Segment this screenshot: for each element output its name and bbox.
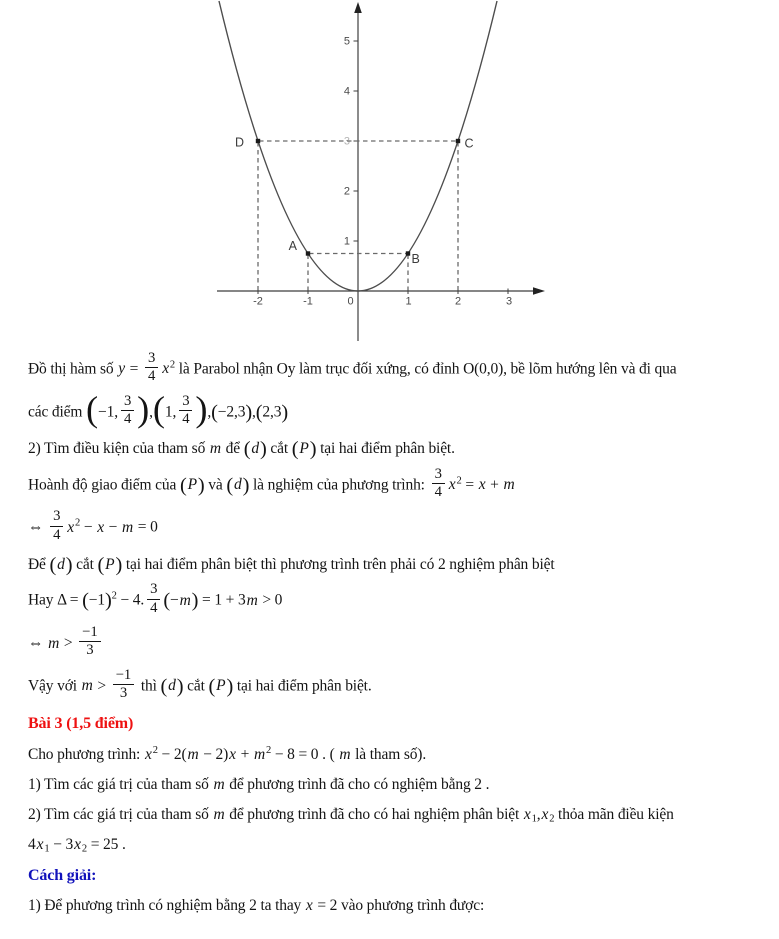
math-fraction [113, 667, 134, 703]
y-axis-arrow-icon [354, 2, 362, 13]
point-label-a: A [288, 239, 297, 253]
math-variable: x [97, 518, 104, 536]
text-run: = 1 + 3 [198, 591, 246, 609]
x-tick-label: -1 [303, 295, 313, 308]
text-run: Để [28, 556, 50, 574]
fraction-denominator: 4 [147, 599, 160, 617]
text-run: , [207, 403, 212, 421]
fraction-denominator: 4 [145, 367, 158, 385]
math-paren: ( [226, 473, 234, 496]
math-paren: ) [197, 473, 205, 496]
fraction-numerator: −1 [115, 666, 132, 683]
text-run: + [486, 476, 503, 494]
text-run: là Parabol nhận Oy làm trục đối xứng, có đỉnh O(0,0), bề lõm hướng lên và đi qua [175, 360, 677, 378]
math-paren: ) [242, 473, 250, 496]
math-variable: m [213, 775, 225, 793]
text-run: ⇔ [28, 634, 48, 652]
math-paren: ) [176, 675, 184, 698]
x-tick-label: 1 [405, 295, 412, 308]
x-tick-label: 3 [505, 295, 513, 308]
math-variable: m [503, 476, 515, 494]
math-variable: m [187, 745, 199, 763]
math-supscript: 2 [266, 744, 272, 756]
math-variable: d [168, 677, 176, 695]
math-paren: ) [260, 438, 267, 461]
math-fraction [432, 466, 445, 502]
text-run: −1 [88, 591, 105, 609]
p-cau-1 [28, 773, 773, 796]
text-run: − 8 = 0 . ( [271, 745, 339, 763]
text-run: cắt [183, 677, 209, 695]
math-paren: ( [163, 589, 170, 612]
math-variable: y [118, 360, 125, 378]
text-run: − [80, 518, 97, 536]
math-variable: x [162, 360, 169, 378]
fraction-denominator: 3 [79, 641, 100, 659]
math-variable: m [339, 745, 351, 763]
math-paren: ( [160, 675, 168, 698]
math-paren: ) [104, 589, 112, 612]
fraction-denominator: 3 [113, 684, 134, 702]
math-fraction [50, 508, 63, 544]
text-run: − 2) [199, 745, 229, 763]
parabola-plot [0, 0, 779, 346]
fraction-numerator: 3 [182, 392, 190, 409]
text-run: − [170, 591, 179, 609]
p-de-d-cat-p [28, 553, 773, 576]
text-run: Bài 3 (1,5 điểm) [28, 714, 134, 732]
text-run: −1, [98, 403, 118, 421]
math-variable: m [121, 518, 134, 536]
math-subscript: 1 [44, 843, 50, 855]
text-run: các điểm [28, 403, 87, 421]
p-vay-voi [28, 666, 773, 705]
math-supscript: 2 [111, 591, 117, 602]
math-paren: ( [82, 589, 89, 612]
math-paren: ) [281, 400, 288, 423]
math-paren: ( [211, 400, 218, 423]
math-variable: P [187, 476, 197, 494]
text-run: = 25 . [86, 836, 126, 854]
math-supscript: 2 [152, 744, 158, 756]
text-run: > 0 [258, 591, 283, 609]
math-variable: d [57, 556, 65, 574]
p-giai-cau-1 [28, 894, 773, 917]
text-run: tại hai điểm phân biệt. [316, 440, 455, 458]
text-run: 4 [28, 836, 36, 854]
fraction-denominator: 4 [432, 483, 445, 501]
text-run: Hoành độ giao điểm của [28, 476, 180, 494]
fraction-numerator: 3 [53, 508, 61, 525]
text-run: = [125, 360, 142, 378]
math-variable: x [67, 518, 75, 536]
math-paren: ) [191, 589, 199, 612]
text-run: = [461, 476, 478, 494]
fraction-denominator: 4 [121, 410, 134, 428]
point-d-marker [256, 139, 260, 143]
p-eq-chuyen-ve [28, 510, 773, 546]
math-paren: ( [243, 438, 251, 461]
p-2-tim-dieu-kien [28, 437, 773, 460]
math-paren: ) [137, 388, 150, 429]
text-run: tại hai điểm phân biệt. [233, 677, 372, 695]
p-cau-2 [28, 803, 773, 826]
math-variable: x [448, 476, 456, 494]
math-paren: ) [309, 438, 317, 461]
math-variable: m [213, 806, 225, 824]
math-paren: ( [152, 388, 165, 429]
p-do-thi-ham-so [28, 352, 773, 388]
text-run: là tham số). [351, 745, 427, 763]
text-run: −2,3 [217, 403, 246, 421]
text-run: 1) Để phương trình có nghiệm bằng 2 ta thay [28, 896, 305, 914]
text-run: , [251, 403, 256, 421]
math-variable: m [179, 591, 191, 609]
text-run: Vậy với [28, 677, 81, 695]
y-tick-label: 5 [343, 35, 350, 48]
math-fraction [179, 393, 192, 429]
text-run: 1) Tìm các giá trị của tham số [28, 775, 213, 793]
math-fraction [121, 393, 134, 429]
text-run: , [149, 403, 153, 421]
math-variable: P [216, 677, 226, 695]
point-label-c: C [464, 136, 474, 151]
math-supscript: 2 [75, 518, 81, 530]
point-c-marker [456, 139, 460, 143]
math-paren: ( [97, 553, 105, 576]
math-supscript: 2 [456, 475, 462, 487]
y-tick-label: 1 [343, 235, 350, 248]
point-label-d: D [234, 135, 244, 150]
math-variable: x [229, 745, 236, 763]
text-run: và [204, 476, 227, 494]
text-run: Cho phương trình: [28, 745, 144, 763]
math-variable: d [251, 440, 259, 458]
text-run: ⇔ [28, 518, 48, 536]
math-variable: x [478, 476, 486, 494]
math-variable: x [541, 806, 549, 824]
fraction-denominator: 4 [50, 526, 63, 544]
fraction-denominator: 4 [179, 410, 192, 428]
math-variable: P [105, 556, 115, 574]
y-tick-label: 3 [343, 135, 350, 148]
text-run: 2) Tìm các giá trị của tham số [28, 806, 213, 824]
text-run: > [93, 677, 110, 695]
fraction-numerator: 3 [434, 465, 442, 482]
p-m-lon-hon [28, 626, 773, 662]
p-delta [28, 583, 773, 619]
p-dieu-kien-nghiem [28, 833, 773, 856]
heading-bai-3 [28, 712, 773, 736]
math-variable: d [234, 476, 242, 494]
text-run: cắt [266, 440, 292, 458]
math-subscript: 1 [531, 813, 537, 825]
text-run: Cách giải: [28, 866, 97, 884]
x-axis-arrow-icon [533, 287, 545, 295]
text-run: 2) Tìm điều kiện của tham số [28, 440, 209, 458]
math-fraction [79, 624, 100, 660]
solution-text [0, 346, 779, 917]
text-run: cắt [72, 556, 98, 574]
math-paren: ( [255, 400, 263, 423]
fraction-numerator: 3 [147, 350, 156, 366]
math-paren: ) [245, 400, 252, 423]
text-run: để phương trình đã cho có nghiệm bằng 2 . [225, 775, 490, 793]
text-run: để [221, 440, 244, 458]
point-b-marker [406, 251, 410, 255]
y-tick-label: 2 [343, 185, 350, 198]
x-tick-label: -2 [253, 295, 263, 308]
math-paren: ) [226, 675, 234, 698]
math-paren: ( [49, 553, 57, 576]
math-paren: ( [208, 675, 216, 698]
text-run: + [236, 745, 253, 763]
text-run: > [60, 634, 77, 652]
math-paren: ( [86, 388, 99, 429]
text-run: thỏa mãn điều kiện [554, 806, 674, 824]
math-variable: m [81, 677, 93, 695]
point-label-b: B [411, 252, 420, 266]
math-variable: x [74, 836, 81, 854]
fraction-numerator: −1 [82, 624, 98, 641]
math-variable: x [144, 745, 152, 763]
p-cac-diem [28, 388, 773, 431]
fraction-numerator: 3 [150, 581, 158, 598]
math-variable: m [48, 634, 60, 652]
math-subscript: 2 [81, 843, 87, 855]
text-run: − [104, 518, 121, 536]
math-variable: P [299, 440, 309, 458]
fraction-numerator: 3 [123, 392, 132, 409]
text-run: tại hai điểm phân biệt thì phương trình trên phải có 2 nghiệm phân biệt [122, 556, 555, 574]
math-variable: m [246, 591, 258, 609]
math-fraction [145, 350, 158, 386]
math-variable: x [305, 896, 313, 914]
text-run: − 4. [116, 591, 145, 609]
text-run: thì [137, 677, 161, 695]
text-run: − 2( [157, 745, 187, 763]
p-cho-phuong-trinh [28, 743, 773, 766]
math-paren: ( [291, 438, 299, 461]
text-run: để phương trình đã cho có hai nghiệm phân biệt [225, 806, 523, 824]
math-fraction [147, 581, 160, 617]
p-hoanh-do-giao-diem [28, 465, 773, 504]
math-subscript: 2 [549, 813, 555, 825]
text-run: Hay Δ = [28, 591, 83, 609]
x-tick-label: 0 [347, 295, 354, 308]
math-variable: m [209, 440, 221, 458]
figure-parabola [0, 0, 779, 346]
y-tick-label: 4 [343, 85, 350, 98]
math-supscript: 2 [169, 359, 176, 371]
text-run: Đồ thị hàm số [28, 360, 118, 378]
text-run: là nghiệm của phương trình: [249, 476, 429, 494]
heading-cach-giai [28, 864, 773, 888]
math-variable: m [253, 745, 265, 763]
text-run: 1, [164, 403, 177, 421]
text-run: = 2 vào phương trình được: [313, 896, 485, 914]
text-run: , [536, 806, 541, 824]
math-paren: ) [65, 553, 73, 576]
text-run: 2,3 [262, 403, 282, 421]
x-tick-label: 2 [454, 295, 462, 308]
point-a-marker [306, 251, 310, 255]
math-paren: ( [179, 473, 187, 496]
math-paren: ) [115, 553, 123, 576]
text-run: = 0 [134, 518, 158, 536]
math-variable: x [523, 806, 531, 824]
math-variable: x [36, 836, 44, 854]
math-paren: ) [195, 388, 208, 429]
text-run: − 3 [49, 836, 74, 854]
